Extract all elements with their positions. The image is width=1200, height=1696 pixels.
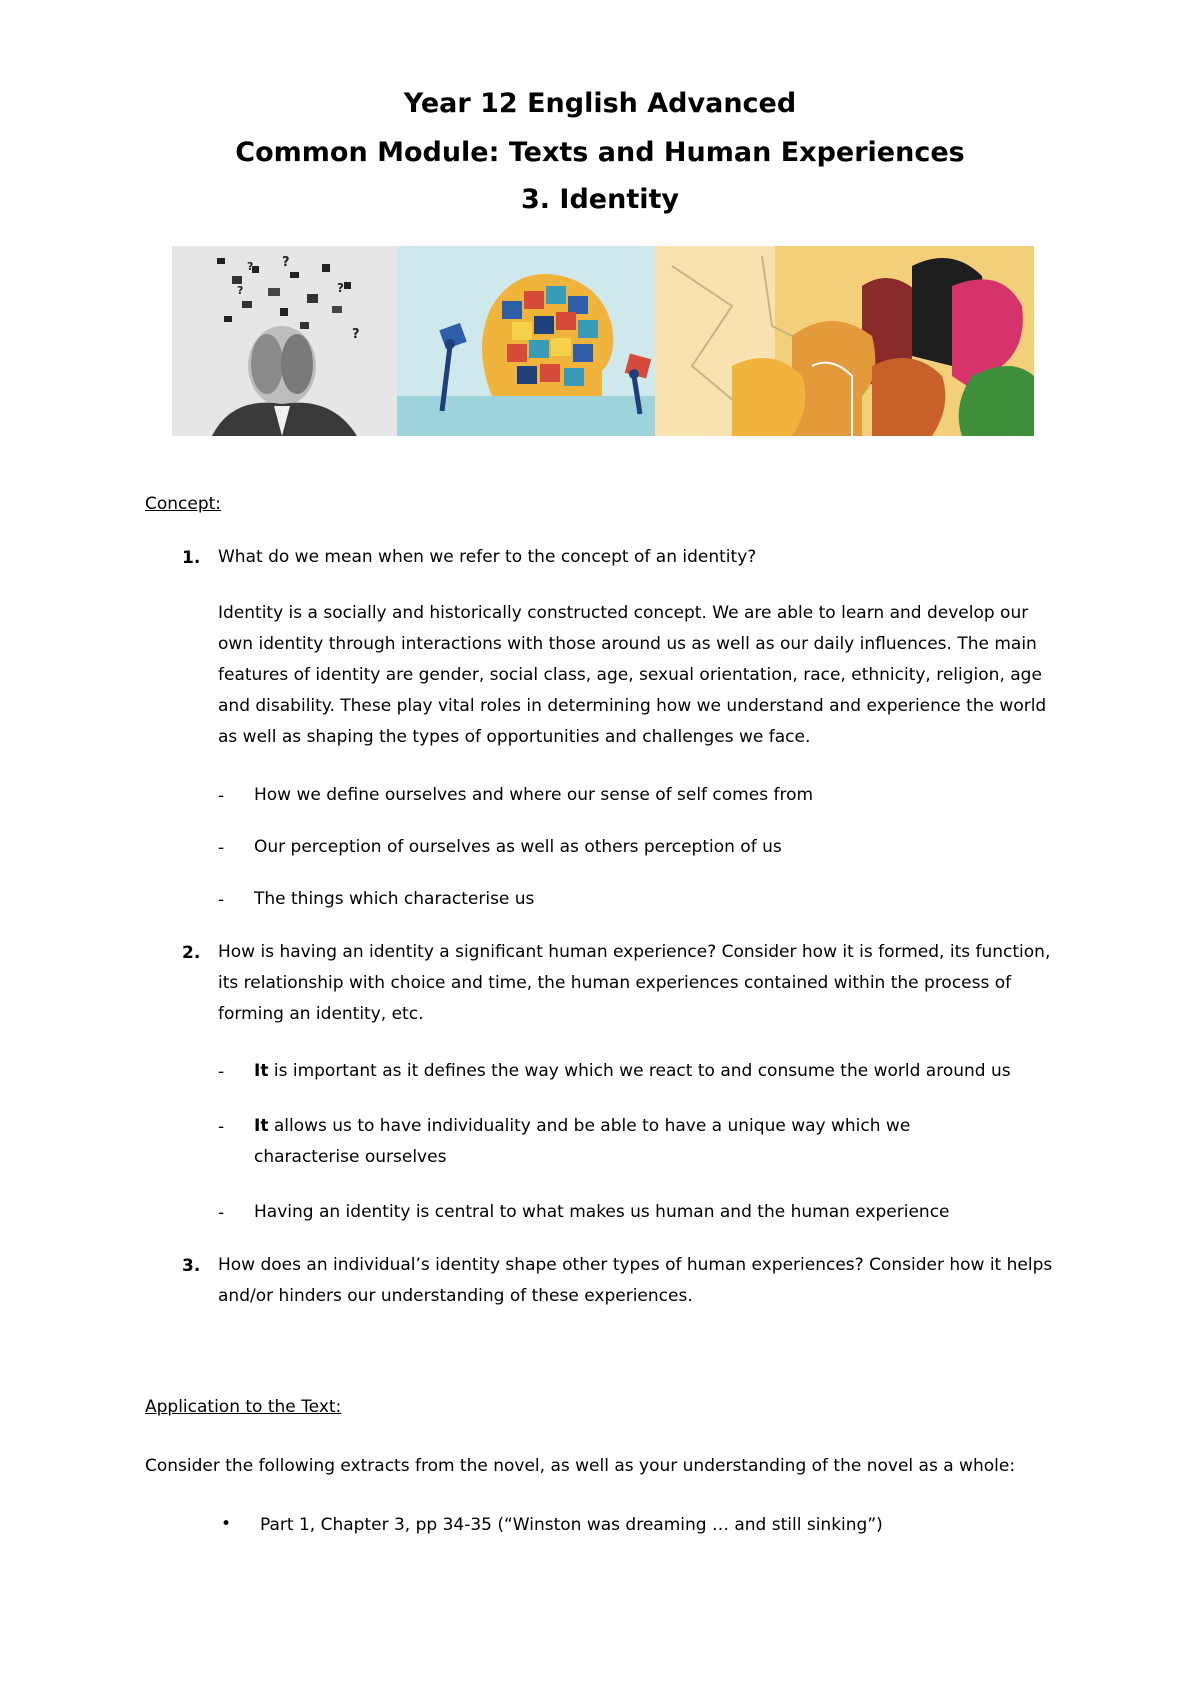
svg-text:?: ? [282,255,290,270]
q2-point-3-rest: Having an identity is central to what makes us human and the human experience [254,1202,950,1222]
q2-point-2-rest: allows us to have individuality and be able to have a unique way which we characterise ourselves [254,1116,911,1167]
puzzle-head-illustration [397,246,655,436]
title-topic: 3. Identity [520,184,680,215]
question-1-text: What do we mean when we refer to the concept of an identity? [218,547,757,567]
question-1-number: 1. [182,548,201,568]
q2-point-1-rest: is important as it defines the way which we react to and consume the world around us [268,1061,1011,1081]
question-1-answer: Identity is a socially and historically constructed concept. We are able to learn and develop our own identity through interactions with those around us as well as our daily influences. The main features of identity are gender, social class, age, sexual orientation, race, ethnicity, religion, age and disability. These play vital roles in determining how we understand and experience the world as well as shaping the types of opportunities and challenges we face. [218,603,1047,747]
question-2-text: How is having an identity a significant human experience? Consider how it is formed, its function, its relationship with choice and time, the human experiences contained within the process of forming an identity, etc. [218,942,1051,1024]
dash-marker: - [218,1203,225,1223]
dash-marker: - [218,890,225,910]
q1-point-3: The things which characterise us [254,889,535,909]
q1-point-1: How we define ourselves and where our sense of self comes from [254,785,814,805]
q2-point-1-lead: It [254,1061,269,1081]
bullet-marker: • [221,1514,232,1534]
dash-marker: - [218,1117,225,1137]
svg-text:?: ? [352,327,360,342]
svg-text:?: ? [337,281,344,295]
q1-point-2: Our perception of ourselves as well as others perception of us [254,837,782,857]
application-heading: Application to the Text: [145,1397,342,1417]
question-3-number: 3. [182,1256,201,1276]
svg-text:?: ? [247,260,254,273]
dash-marker: - [218,786,225,806]
q2-point-2 [254,1111,974,1173]
q2-point-2-lead: It [254,1116,269,1136]
question-2-number: 2. [182,943,201,963]
faces-collage-illustration [655,246,1034,436]
extract-item-1: Part 1, Chapter 3, pp 34-35 (“Winston was dreaming … and still sinking”) [260,1515,883,1535]
dash-marker: - [218,838,225,858]
svg-text:?: ? [237,284,244,297]
q2-point-1 [254,1056,1064,1087]
title-course: Year 12 English Advanced [403,88,797,119]
dash-marker: - [218,1062,225,1082]
covered-face-illustration [172,246,397,436]
banner-image [172,246,1034,436]
concept-heading: Concept: [145,494,222,514]
question-3-text: How does an individual’s identity shape other types of human experiences? Consider how it helps and/or hinders our understanding of these experiences. [218,1255,1053,1306]
application-intro: Consider the following extracts from the novel, as well as your understanding of the novel as a whole: [145,1456,1016,1476]
q2-point-3 [254,1197,1064,1228]
title-module: Common Module: Texts and Human Experiences [235,137,965,168]
